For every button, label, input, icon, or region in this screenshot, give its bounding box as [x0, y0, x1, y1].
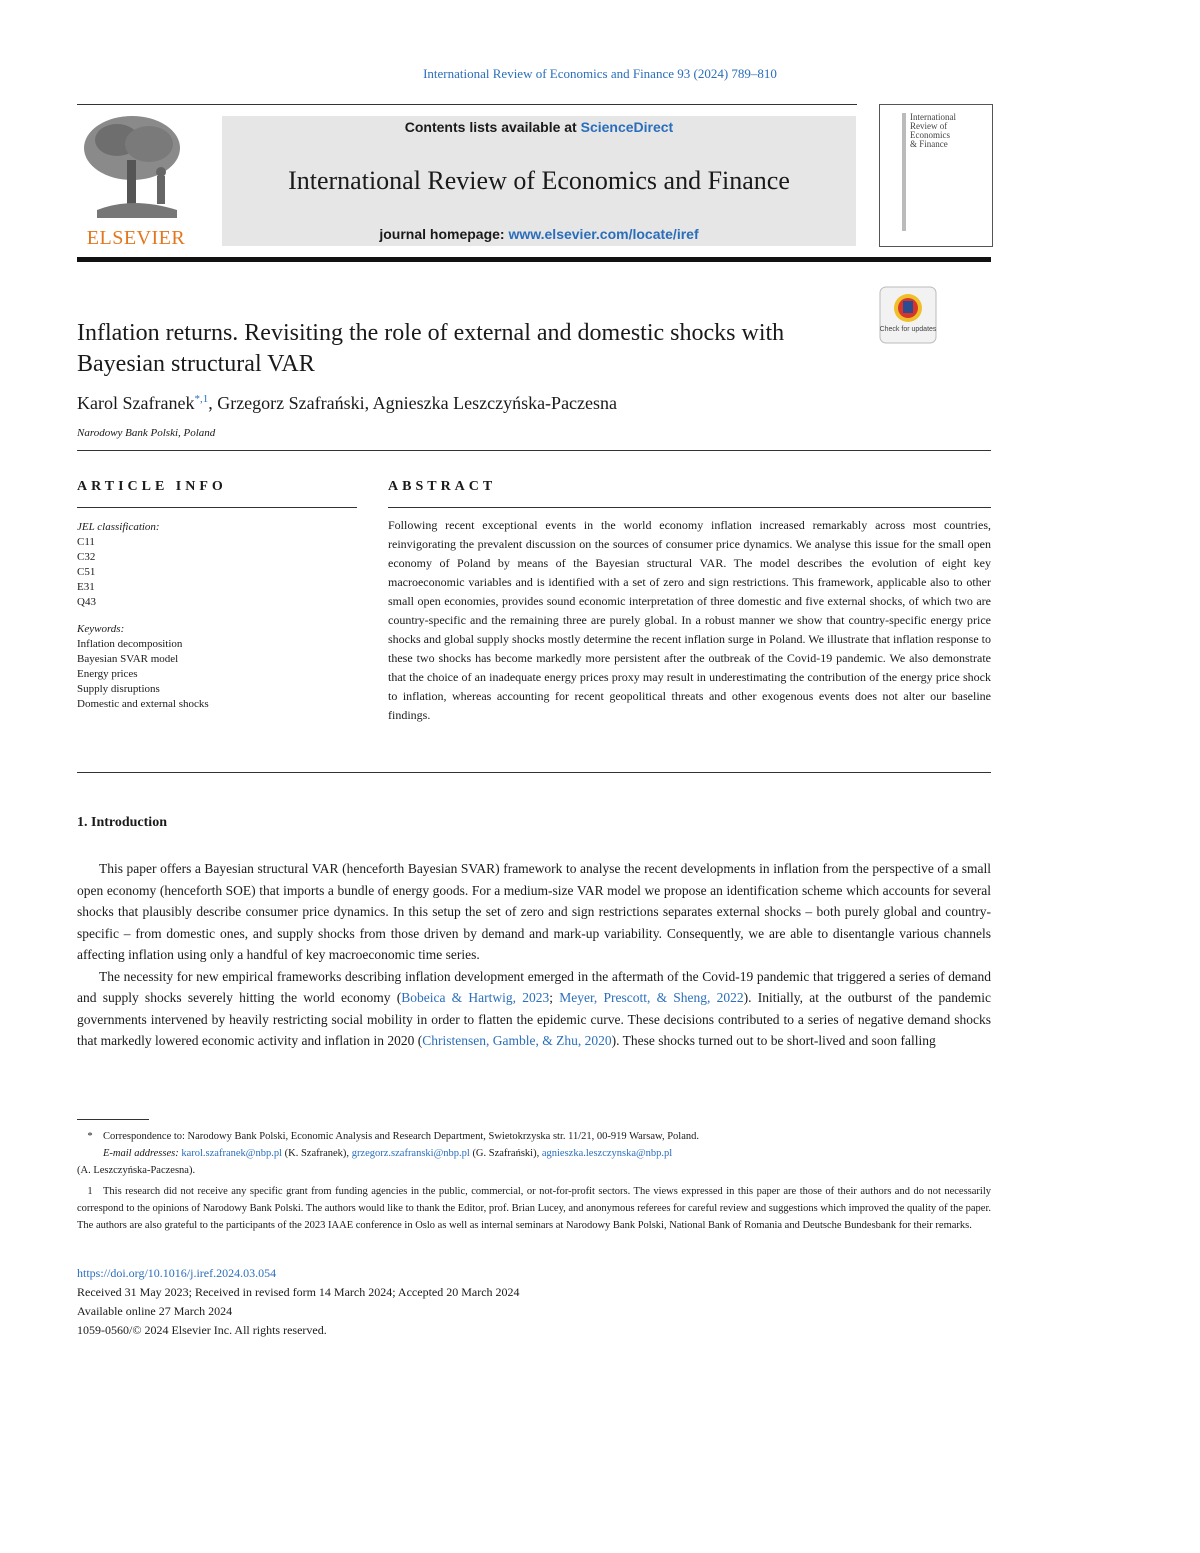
journal-title: International Review of Economics and Finance — [288, 166, 790, 195]
jel-code: C51 — [77, 566, 96, 578]
coauthor-names: , Grzegorz Szafrański, Agnieszka Leszczyńska-Paczesna — [208, 393, 618, 413]
journal-banner — [222, 116, 856, 246]
citation-link[interactable]: Meyer, Prescott, & Sheng, 2022 — [559, 990, 744, 1005]
paragraph: The necessity for new empirical frameworks describing inflation development emerged in the aftermath of the Covid-19 pandemic that triggered a series of demand and supply shocks severely hitting the world economy (Bobeica & Hartwig, 2023; Meyer, Prescott, & Sheng, 2022). Initially, at the outburst of the pandemic governments intervened by heavily restricting social mobility in order to flatten the epidemic curve. These decisions contributed to a series of negative demand shocks that markedly lowered economic activity and inflation in 2020 (Christensen, Gamble, & Zhu, 2020). These shocks turned out to be short-lived and soon falling — [77, 968, 992, 1048]
article-info-heading: ARTICLE INFO — [77, 479, 227, 494]
section-rule — [77, 450, 991, 451]
journal-cover-thumbnail[interactable] — [879, 104, 993, 247]
email-label: E-mail addresses: — [103, 1148, 179, 1159]
elsevier-tree-icon — [77, 110, 195, 220]
svg-text:Check for updates: Check for updates — [879, 326, 937, 333]
available-online: Available online 27 March 2024 — [77, 1304, 233, 1318]
check-for-updates-badge[interactable] — [879, 286, 937, 344]
keyword: Bayesian SVAR model — [77, 653, 179, 665]
doi-link[interactable]: https://doi.org/10.1016/j.iref.2024.03.054 — [77, 1266, 277, 1280]
article-info-panel — [77, 520, 357, 712]
paragraph: This paper offers a Bayesian structural VAR (henceforth Bayesian SVAR) framework to analyse the recent developments in inflation from the perspective of a small open economy (henceforth SOE) that imports a bundle of energy goods. For a medium-size VAR model we propose an identification scheme which accounts for several shocks that plausibly describe consumer price dynamics. In this setup the set of zero and sign restrictions separates external shocks – both purely global and country-specific – from domestic ones, and supply shocks from those driven by demand and mark-up variability. Consequently, we are able to disentangle various channels affecting inflation using only a handful of key macroeconomic time series. — [77, 861, 991, 962]
introduction-body — [77, 858, 991, 1052]
article-info-rule — [77, 507, 357, 508]
elsevier-logo[interactable] — [77, 110, 195, 248]
header-thick-rule — [77, 257, 991, 262]
keyword: Domestic and external shocks — [77, 698, 209, 710]
header-rule — [77, 104, 857, 105]
jel-label: JEL classification: — [77, 521, 160, 533]
citation-link[interactable]: Christensen, Gamble, & Zhu, 2020 — [422, 1033, 612, 1048]
abstract-text: Following recent exceptional events in the world economy inflation increased remarkably across most countries, reinvigorating the prevalent discussion on the sources of consumer price dynamics. We analyse this issue for the small open economy of Poland by means of the Bayesian structural VAR. The model describes the evolution of eight key macroeconomic variables and is identified with a set of zero and sign restrictions. This framework, applicable also to other small open economies, provides sound economic interpretation of three domestic and five external shocks, of which two are country-specific and the remaining three are purely global. In a robust manner we show that country-specific energy price shocks and global supply shocks mostly determine the recent inflation surge in Poland. We illustrate that inflation response to these two shocks has become markedly more persistent after the outbreak of the Covid-19 pandemic. We also demonstrate that the choice of an inadequate energy prices proxy may result in underestimating the contribution of the energy price shock to inflation, whereas accounting for recent geopolitical threats and other exogenous events does not alter our baseline findings. — [388, 518, 991, 722]
author-footnote-marks[interactable]: *,1 — [194, 393, 209, 405]
affiliation: Narodowy Bank Polski, Poland — [77, 427, 216, 439]
footnote-rule — [77, 1119, 149, 1120]
keyword: Energy prices — [77, 668, 138, 680]
contents-availability: Contents lists available at ScienceDirect — [404, 119, 674, 135]
citation-link[interactable]: Bobeica & Hartwig, 2023 — [401, 990, 550, 1005]
keyword: Inflation decomposition — [77, 638, 183, 650]
journal-homepage: journal homepage: www.elsevier.com/locate/iref — [379, 226, 699, 242]
article-title: Inflation returns. Revisiting the role of external and domestic shocks with Bayesian structural VAR — [77, 320, 785, 377]
elsevier-wordmark: ELSEVIER — [86, 227, 186, 249]
copyright: 1059-0560/© 2024 Elsevier Inc. All rights reserved. — [77, 1323, 327, 1337]
jel-code: C32 — [77, 551, 96, 563]
correspondence-footnote: * Correspondence to: Narodowy Bank Polski, Economic Analysis and Research Department, Swietokrzyska str. 11/21, 00-919 Warsaw, Poland. E-mail addresses: karol.szafranek@nbp.pl (K. Szafranek), grzegorz.szafranski@nbp.pl (G. Szafrański), agnieszka.leszczynska@nbp.pl (A. Leszczyńska-Paczesna). — [77, 1131, 699, 1176]
email-link[interactable]: karol.szafranek@nbp.pl — [181, 1148, 282, 1159]
journal-citation[interactable]: International Review of Economics and Finance 93 (2024) 789–810 — [423, 66, 777, 81]
keyword: Supply disruptions — [77, 683, 160, 695]
funding-footnote: 1 This research did not receive any specific grant from funding agencies in the public, commercial, or not-for-profit sectors. The views expressed in this paper are those of their authors and do not necessarily correspond to the opinions of Narodowy Bank Polski. The authors would like to thank the Editor, prof. Brian Lucey, and anonymous referees for careful review and suggestions which improved the quality of the paper. The authors are also grateful to the participants of the 2023 IAAE conference in Oslo as well as internal seminars at Narodowy Bank Polski, National Bank of Romania and Deutsche Bundesbank for their remarks. — [77, 1186, 991, 1231]
email-link[interactable]: agnieszka.leszczynska@nbp.pl — [541, 1148, 673, 1159]
bibliographic-info — [77, 1264, 520, 1340]
sciencedirect-link[interactable]: ScienceDirect — [580, 119, 674, 135]
cover-title: International Review of Economics & Finance — [910, 112, 956, 149]
jel-code: C11 — [77, 536, 95, 548]
jel-code: E31 — [77, 581, 95, 593]
jel-code: Q43 — [77, 596, 96, 608]
cover-stripe — [902, 113, 906, 231]
abstract-bottom-rule — [77, 772, 991, 773]
author-name[interactable]: Karol Szafranek — [77, 393, 195, 413]
introduction-heading: 1. Introduction — [77, 815, 167, 830]
author-list — [77, 393, 617, 414]
abstract-rule — [388, 507, 991, 508]
homepage-link[interactable]: www.elsevier.com/locate/iref — [508, 226, 699, 242]
received-dates: Received 31 May 2023; Received in revised form 14 March 2024; Accepted 20 March 2024 — [77, 1285, 520, 1299]
email-link[interactable]: grzegorz.szafranski@nbp.pl — [351, 1148, 470, 1159]
abstract-heading: ABSTRACT — [388, 479, 497, 494]
keywords-label: Keywords: — [77, 623, 125, 635]
check-for-updates-icon — [879, 286, 937, 344]
